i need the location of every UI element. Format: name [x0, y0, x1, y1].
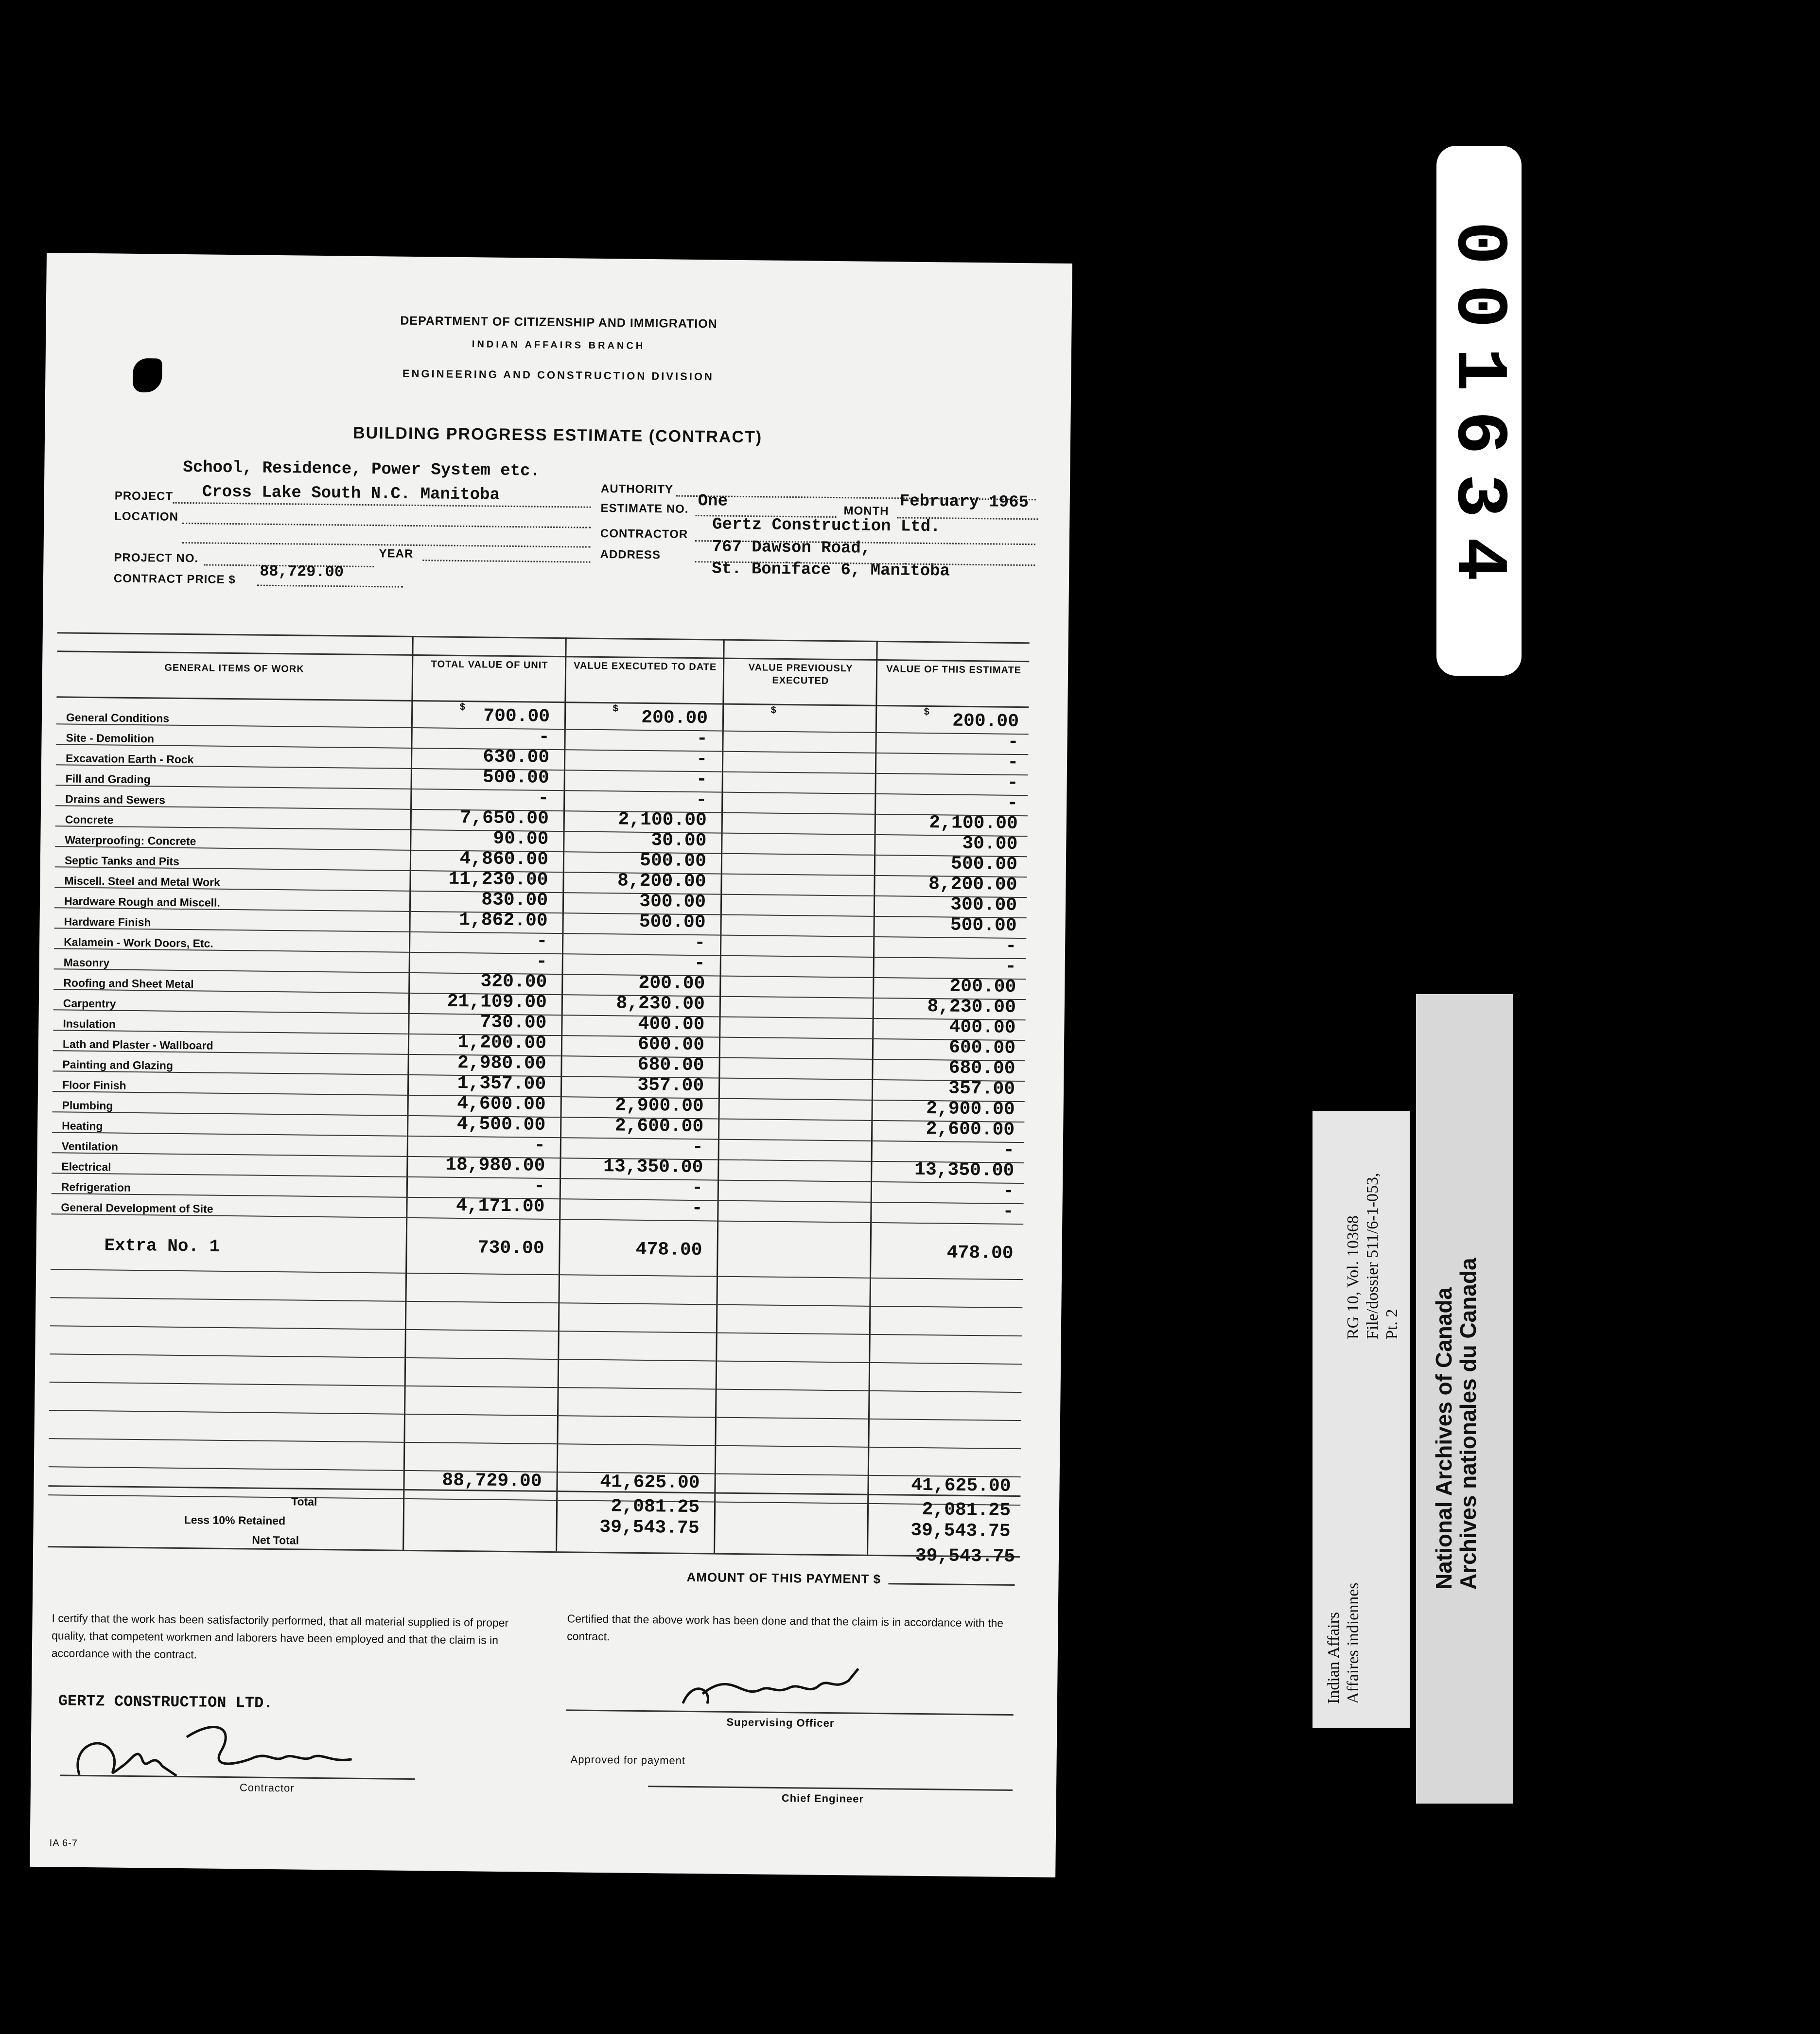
row-this-value: 300.00 [950, 894, 1017, 916]
approved-label: Approved for payment [570, 1753, 686, 1767]
retained-executed-value: 2,081.25 [611, 1496, 700, 1518]
ref-file: File/dossier 511/6-1-053, [1364, 1173, 1382, 1339]
project-label: PROJECT [114, 489, 174, 503]
blank-row-divider [50, 1353, 1022, 1365]
row-item-label: Floor Finish [62, 1078, 126, 1092]
currency-symbol: $ [770, 705, 777, 717]
estimate-no-value: One [698, 492, 728, 511]
contract-price-underline [257, 585, 403, 588]
row-this-value: - [1007, 792, 1018, 814]
row-total-value: 4,860.00 [459, 848, 549, 870]
row-total-value: 21,109.00 [447, 991, 547, 1013]
location-underline [182, 523, 591, 528]
contractor-value: Gertz Construction Ltd. [712, 515, 941, 537]
retained-this-value: 2,081.25 [922, 1499, 1011, 1521]
payment-underline [888, 1583, 1015, 1586]
row-executed-value: 8,200.00 [617, 870, 706, 893]
row-total-value: 500.00 [482, 767, 549, 789]
row-this-value: - [1007, 731, 1019, 753]
row-executed-value: - [692, 1137, 704, 1158]
contractor-certification: I certify that the work has been satisfactorily performed, that all material supplied is of proper quality, that competent workmen and laborers have been employed and that the claim is in accordance with the contract. [51, 1612, 509, 1661]
row-item-label: Ventilation [61, 1140, 119, 1153]
payment-label: AMOUNT OF THIS PAYMENT $ [686, 1569, 881, 1587]
work-items-table [57, 632, 1030, 1547]
col-header-this: VALUE OF THIS ESTIMATE [886, 664, 1022, 676]
row-item-label: Roofing and Sheet Metal [63, 976, 194, 991]
contract-price-value: 88,729.00 [259, 562, 344, 581]
row-item-label: Carpentry [63, 997, 116, 1010]
estimate-no-label: ESTIMATE NO. [600, 501, 689, 516]
ref-indian-affairs: Indian Affairs [1325, 1612, 1343, 1704]
reference-card [1312, 1111, 1410, 1728]
extra-executed-value: 478.00 [635, 1239, 702, 1261]
row-this-value: - [1005, 956, 1016, 977]
row-item-label: Septic Tanks and Pits [64, 854, 180, 868]
row-executed-value: 13,350.00 [603, 1156, 703, 1178]
total-executed-value: 41,625.00 [600, 1472, 700, 1494]
row-total-value: 320.00 [480, 971, 547, 993]
row-executed-value: - [696, 769, 707, 790]
branch-heading: INDIAN AFFAIRS BRANCH [472, 339, 646, 351]
row-total-value: - [538, 726, 550, 748]
chief-sign-line [648, 1786, 1013, 1791]
row-total-value: 1,357.00 [457, 1072, 546, 1095]
year-label: YEAR [379, 547, 414, 561]
row-this-value: 2,100.00 [929, 812, 1018, 834]
row-this-value: 2,900.00 [926, 1098, 1015, 1120]
row-this-value: 13,350.00 [914, 1159, 1015, 1181]
row-executed-value: 30.00 [651, 830, 707, 852]
total-this-value: 41,625.00 [911, 1474, 1011, 1497]
row-this-value: 500.00 [950, 853, 1018, 875]
row-this-value: - [1002, 1201, 1014, 1222]
retained-label: Less 10% Retained [184, 1513, 286, 1527]
grand-total-value: 88,729.00 [442, 1470, 542, 1492]
row-item-label: Refrigeration [61, 1180, 131, 1194]
estimate-form-sheet [30, 253, 1072, 1877]
row-total-value: - [536, 951, 548, 972]
row-this-value: - [1003, 1140, 1015, 1161]
row-executed-value: - [696, 789, 707, 811]
row-this-value: - [1005, 935, 1017, 957]
officer-signature [673, 1660, 878, 1715]
row-item-label: Masonry [63, 956, 110, 969]
row-executed-value: - [691, 1177, 703, 1199]
col-header-total: TOTAL VALUE OF UNIT [431, 659, 548, 671]
form-title: BUILDING PROGRESS ESTIMATE (CONTRACT) [352, 423, 763, 447]
extra-total-value: 730.00 [477, 1237, 544, 1259]
currency-symbol: $ [924, 706, 930, 719]
row-executed-value: 200.00 [638, 972, 705, 995]
row-total-value: 830.00 [481, 889, 548, 911]
row-executed-value: - [696, 749, 708, 770]
chief-sign-label: Chief Engineer [781, 1792, 864, 1805]
row-total-value: 7,650.00 [460, 807, 549, 829]
row-item-label: Insulation [63, 1017, 116, 1031]
authority-label: AUTHORITY [600, 482, 674, 496]
row-this-value: 8,230.00 [927, 996, 1016, 1018]
month-label: MONTH [843, 504, 889, 518]
row-total-value: 730.00 [480, 1012, 547, 1034]
col-divider [714, 639, 725, 1553]
row-total-value: 4,500.00 [456, 1113, 546, 1136]
row-executed-value: 2,100.00 [618, 809, 707, 831]
total-label: Total [291, 1495, 317, 1508]
row-total-value: 1,862.00 [459, 909, 548, 931]
row-executed-value: 2,900.00 [615, 1095, 704, 1117]
archives-english: National Archives of Canada [1431, 1287, 1456, 1590]
row-total-value: 2,980.00 [457, 1052, 546, 1074]
ref-part: Pt. 2 [1383, 1309, 1401, 1339]
division-heading: ENGINEERING AND CONSTRUCTION DIVISION [402, 367, 715, 383]
officer-sign-label: Supervising Officer [726, 1716, 835, 1730]
blank-row-divider [49, 1438, 1021, 1449]
col-header-previous: VALUE PREVIOUSLY EXECUTED [748, 662, 853, 686]
row-this-value: 30.00 [962, 833, 1018, 855]
address-label: ADDRESS [600, 547, 661, 562]
blank-row-divider [49, 1410, 1021, 1421]
row-executed-value: 300.00 [639, 891, 706, 913]
archives-card [1416, 994, 1513, 1804]
row-executed-value: - [696, 728, 708, 750]
payment-value: 39,543.75 [915, 1545, 1015, 1568]
row-item-label: Fill and Grading [65, 772, 151, 786]
net-total-label: Net Total [252, 1533, 299, 1547]
row-item-label: Excavation Earth - Rock [65, 752, 194, 766]
row-this-value: 357.00 [948, 1078, 1015, 1100]
row-item-label: Heating [62, 1119, 103, 1133]
frame-number-stamp [1436, 146, 1522, 676]
row-total-value: - [538, 788, 549, 809]
location-value: Cross Lake South N.C. Manitoba [202, 483, 500, 505]
month-value: February 1965 [899, 492, 1029, 512]
row-total-value: 1,200.00 [457, 1032, 547, 1054]
project-no-label: PROJECT NO. [114, 551, 199, 565]
ref-affaires-indiennes: Affaires indiennes [1344, 1582, 1362, 1704]
row-total-value: - [534, 1135, 546, 1156]
extra-this-value: 478.00 [946, 1242, 1014, 1264]
contractor-sign-label: Contractor [239, 1781, 295, 1794]
row-item-label: General Development of Site [61, 1201, 213, 1215]
net-this-value: 39,543.75 [910, 1520, 1011, 1542]
blank-row-divider [50, 1325, 1022, 1336]
row-executed-value: 2,600.00 [614, 1115, 704, 1138]
row-this-value: 680.00 [948, 1057, 1015, 1079]
row-executed-value: 8,230.00 [616, 993, 705, 1015]
row-item-label: Kalamein - Work Doors, Etc. [64, 935, 213, 950]
net-executed-value: 39,543.75 [599, 1517, 700, 1539]
row-item-label: Electrical [61, 1160, 111, 1174]
form-number: IA 6-7 [49, 1838, 78, 1849]
row-this-value: 200.00 [952, 710, 1019, 732]
blank-row-divider [50, 1382, 1022, 1393]
row-this-value: 8,200.00 [928, 874, 1017, 895]
row-item-label: Plumbing [62, 1099, 113, 1112]
col-header-executed: VALUE EXECUTED TO DATE [573, 660, 717, 673]
row-executed-value: 680.00 [637, 1054, 704, 1076]
row-executed-value: - [694, 932, 706, 954]
row-this-value: - [1007, 752, 1019, 773]
contractor-label: CONTRACTOR [600, 526, 688, 541]
address-line2: St. Boniface 6, Manitoba [712, 560, 950, 581]
address-line1: 767 Dawson Road, [712, 538, 871, 558]
extra-item-label: Extra No. 1 [104, 1235, 220, 1257]
archives-french: Archives nationales du Canada [1455, 1258, 1481, 1590]
row-item-label: Miscell. Steel and Metal Work [64, 874, 221, 889]
row-this-value: 600.00 [948, 1037, 1016, 1059]
row-this-value: 2,600.00 [926, 1119, 1015, 1140]
department-heading: DEPARTMENT OF CITIZENSHIP AND IMMIGRATION [400, 314, 718, 331]
ink-blot [133, 358, 162, 393]
row-this-value: - [1007, 772, 1018, 793]
row-executed-value: 400.00 [638, 1013, 705, 1035]
row-item-label: Lath and Plaster - Wallboard [62, 1037, 213, 1052]
officer-certification: Certified that the above work has been done and that the claim is in accordance with the contract. [567, 1612, 1004, 1643]
row-item-label: Concrete [65, 813, 114, 826]
currency-symbol: $ [459, 701, 466, 714]
location-label: LOCATION [114, 509, 179, 524]
row-executed-value: 357.00 [637, 1074, 704, 1097]
row-executed-value: - [691, 1198, 703, 1219]
row-item-label: General Conditions [66, 711, 170, 725]
frame-number: 001634 [1436, 221, 1519, 601]
project-value: School, Residence, Power System etc. [183, 458, 541, 481]
row-executed-value: 600.00 [637, 1034, 705, 1056]
row-total-value: 700.00 [483, 705, 550, 727]
row-item-label: Painting and Glazing [62, 1058, 174, 1072]
row-executed-value: 500.00 [639, 911, 706, 933]
row-this-value: 400.00 [949, 1017, 1016, 1038]
row-executed-value: - [694, 953, 705, 974]
row-this-value: 500.00 [950, 914, 1017, 936]
row-total-value: 4,600.00 [457, 1093, 546, 1115]
row-total-value: - [536, 930, 548, 952]
row-this-value: - [1002, 1180, 1015, 1202]
currency-symbol: $ [612, 703, 619, 715]
row-total-value: - [533, 1175, 545, 1197]
table-top-border [57, 632, 1030, 644]
row-this-value: 200.00 [949, 976, 1016, 998]
row-executed-value: 500.00 [639, 850, 707, 872]
row-item-label: Site - Demolition [66, 731, 155, 745]
contractor-company: GERTZ CONSTRUCTION LTD. [58, 1692, 273, 1713]
blank-row-divider [50, 1297, 1022, 1308]
row-item-label: Waterproofing: Concrete [65, 833, 196, 848]
blank-row-divider [51, 1269, 1023, 1280]
row-item-label: Hardware Rough and Miscell. [64, 894, 220, 909]
row-item-label: Drains and Sewers [65, 792, 166, 807]
row-total-value: 90.00 [493, 828, 549, 850]
year-underline [422, 560, 590, 563]
row-executed-value: 200.00 [641, 707, 708, 729]
row-total-value: 4,171.00 [455, 1195, 545, 1217]
col-header-item: GENERAL ITEMS OF WORK [164, 662, 304, 675]
row-total-value: 18,980.00 [445, 1154, 545, 1176]
row-total-value: 630.00 [483, 746, 550, 768]
row-total-value: 11,230.00 [448, 868, 548, 891]
row-item-label: Hardware Finish [64, 915, 151, 929]
contract-price-label: CONTRACT PRICE $ [113, 572, 236, 587]
ref-rg-vol: RG 10, Vol. 10368 [1344, 1215, 1362, 1339]
